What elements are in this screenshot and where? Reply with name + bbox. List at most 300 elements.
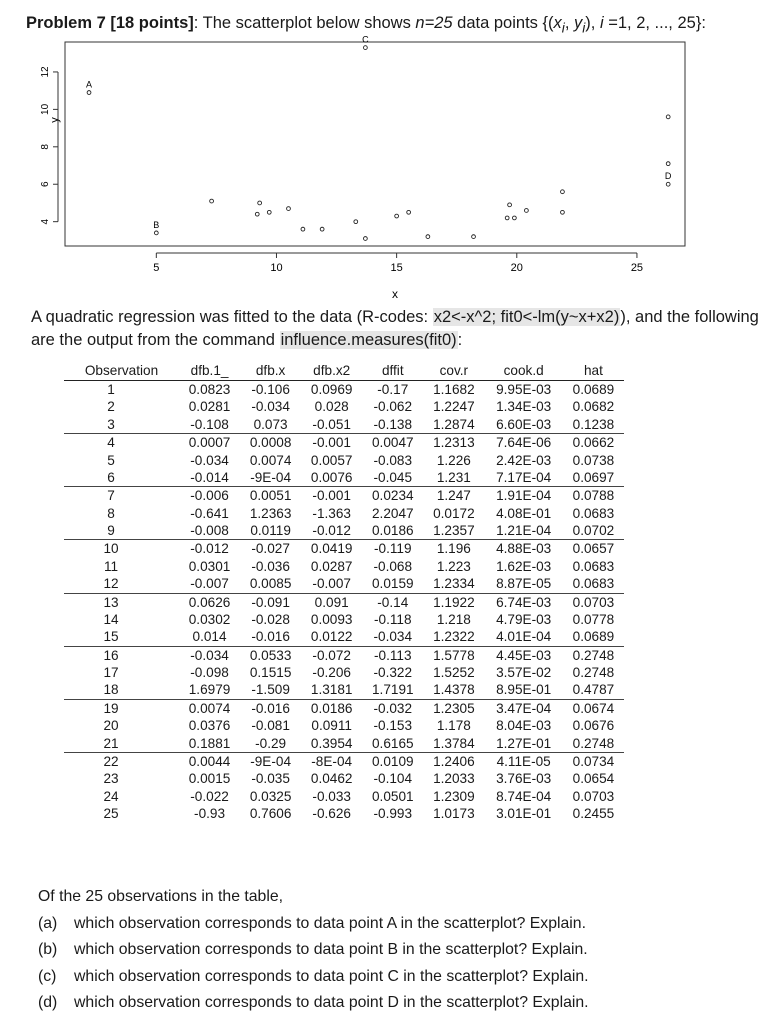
table-cell: -0.034 bbox=[190, 647, 229, 663]
observation-cell: 24 bbox=[103, 788, 119, 804]
table-row bbox=[64, 505, 624, 522]
table-cell: 8.74E-04 bbox=[496, 788, 552, 804]
data-point bbox=[287, 207, 291, 211]
observation-cell: 22 bbox=[103, 753, 119, 769]
question-label: (c) bbox=[38, 967, 57, 985]
table-cell: 0.0074 bbox=[188, 700, 231, 716]
table-cell: 1.2334 bbox=[423, 575, 484, 593]
r-code-1: x2<-x^2; fit0<-lm(y~x+x2) bbox=[433, 308, 620, 326]
table-cell: 0.2748 bbox=[563, 735, 624, 753]
table-cell: -0.118 bbox=[374, 611, 412, 627]
x-tick-label: 10 bbox=[270, 262, 283, 274]
table-cell: 0.0287 bbox=[310, 558, 353, 574]
comma: , bbox=[564, 14, 574, 32]
table-cell: -0.29 bbox=[240, 735, 301, 753]
table-cell: -8E-04 bbox=[311, 753, 353, 769]
column-header: cov.r bbox=[423, 361, 484, 381]
table-cell: 0.0683 bbox=[572, 558, 615, 574]
table-row bbox=[64, 646, 624, 664]
table-cell: -0.006 bbox=[190, 488, 229, 504]
table-cell: -0.641 bbox=[190, 505, 229, 521]
column-header: cook.d bbox=[484, 361, 563, 381]
observation-cell: 7 bbox=[107, 488, 115, 504]
table-cell: 1.4378 bbox=[423, 681, 484, 699]
point-label: B bbox=[153, 219, 160, 230]
table-cell: 1.226 bbox=[436, 452, 471, 468]
table-cell: 1.91E-04 bbox=[496, 488, 552, 504]
data-point bbox=[255, 212, 259, 216]
question-d bbox=[38, 990, 758, 1017]
problem-text-2: data points {( bbox=[452, 14, 554, 32]
table-cell: 1.2305 bbox=[433, 700, 475, 716]
problem-heading: Problem 7 [18 points] bbox=[26, 14, 194, 32]
table-cell: 0.0626 bbox=[188, 594, 231, 610]
table-cell: 4.01E-04 bbox=[484, 628, 563, 646]
table-cell: -0.034 bbox=[190, 452, 229, 468]
table-cell: 0.091 bbox=[314, 594, 349, 610]
table-cell: 1.223 bbox=[436, 558, 471, 574]
table-cell: 0.0689 bbox=[572, 382, 615, 397]
table-cell: 0.0778 bbox=[572, 611, 615, 627]
observation-cell: 8 bbox=[107, 505, 115, 521]
table-cell: 0.0683 bbox=[563, 575, 624, 593]
question-a bbox=[38, 911, 758, 938]
observation-cell: 6 bbox=[64, 469, 179, 487]
table-cell: 1.178 bbox=[436, 718, 471, 734]
y-axis bbox=[40, 66, 58, 225]
question-label: (a) bbox=[38, 914, 58, 932]
table-cell: 0.0738 bbox=[572, 452, 615, 468]
table-cell: 1.5778 bbox=[433, 647, 475, 663]
table-cell: 0.014 bbox=[179, 628, 240, 646]
column-header: Observation bbox=[64, 361, 179, 381]
observation-cell: 18 bbox=[64, 681, 179, 699]
table-cell: 1.2874 bbox=[423, 416, 484, 434]
table-row bbox=[64, 452, 624, 469]
table-cell: 0.0057 bbox=[310, 452, 353, 468]
question-text: which observation corresponds to data point D in the scatterplot? Explain. bbox=[74, 994, 589, 1011]
data-point bbox=[666, 115, 670, 119]
table-cell: -0.028 bbox=[251, 611, 290, 627]
x-tick-label: 5 bbox=[153, 262, 160, 274]
question-label: (d) bbox=[38, 994, 58, 1011]
column-header: dfb.1_ bbox=[179, 361, 240, 381]
table-cell: 3.47E-04 bbox=[496, 700, 552, 716]
point-label: A bbox=[86, 79, 93, 90]
observation-cell: 11 bbox=[103, 558, 119, 574]
y-tick-label: 4 bbox=[40, 218, 51, 225]
table-cell: -0.008 bbox=[179, 522, 240, 540]
questions bbox=[38, 884, 758, 1017]
table-cell: 0.0074 bbox=[249, 452, 292, 468]
table-cell: 0.0703 bbox=[572, 594, 615, 610]
table-cell: 0.0689 bbox=[563, 628, 624, 646]
table-cell: 0.0325 bbox=[249, 788, 292, 804]
table-cell: 0.0047 bbox=[371, 435, 414, 451]
table-cell: -0.068 bbox=[373, 558, 413, 574]
table-cell: -0.098 bbox=[190, 665, 229, 680]
table-header-row bbox=[64, 361, 624, 381]
table-cell: 0.0281 bbox=[188, 399, 231, 415]
table-cell: -0.072 bbox=[312, 647, 351, 663]
table-cell: 1.247 bbox=[436, 488, 471, 504]
data-point bbox=[363, 46, 367, 50]
table-cell: 0.0076 bbox=[301, 469, 362, 487]
data-point bbox=[258, 201, 262, 205]
table-cell: 1.2247 bbox=[433, 399, 475, 415]
data-point bbox=[524, 209, 528, 213]
question-text: which observation corresponds to data point B in the scatterplot? Explain. bbox=[74, 941, 588, 958]
data-point bbox=[561, 190, 565, 194]
table-cell: 0.2748 bbox=[572, 647, 615, 663]
table-cell: -0.108 bbox=[179, 416, 240, 434]
data-point bbox=[426, 235, 430, 239]
question-text: which observation corresponds to data point C in the scatterplot? Explain. bbox=[74, 967, 589, 985]
table-cell: 0.0697 bbox=[563, 469, 624, 487]
table-cell: 0.0683 bbox=[572, 505, 615, 521]
data-point bbox=[267, 210, 271, 214]
table-cell: 0.0969 bbox=[310, 382, 353, 397]
table-cell: 0.4787 bbox=[563, 681, 624, 699]
table-row bbox=[64, 487, 624, 505]
table-row bbox=[64, 752, 624, 770]
table-cell: 1.62E-03 bbox=[496, 558, 552, 574]
data-point bbox=[512, 216, 516, 220]
table-cell: 0.0186 bbox=[310, 700, 353, 716]
x-tick-label: 25 bbox=[630, 262, 644, 274]
i-var: i bbox=[599, 14, 604, 32]
table-cell: 0.6165 bbox=[362, 735, 423, 753]
table-row bbox=[64, 558, 624, 575]
table-cell: 0.0044 bbox=[188, 753, 231, 769]
table-cell: 0.3954 bbox=[301, 735, 362, 753]
table-cell: -0.051 bbox=[301, 416, 362, 434]
table-row bbox=[64, 540, 624, 558]
table-cell: 0.028 bbox=[314, 399, 349, 415]
r-code-2: influence.measures(fit0) bbox=[280, 331, 457, 349]
table-cell: -0.104 bbox=[373, 771, 413, 787]
data-point bbox=[320, 227, 324, 231]
table-cell: -0.119 bbox=[374, 541, 412, 557]
y-var: y bbox=[573, 14, 583, 32]
y-tick-label: 8 bbox=[40, 144, 51, 150]
table-cell: -9E-04 bbox=[240, 469, 301, 487]
question-b bbox=[38, 937, 758, 964]
intro-text-3: : bbox=[457, 331, 463, 349]
table-cell: -0.153 bbox=[373, 718, 413, 734]
table-cell: -0.93 bbox=[194, 806, 226, 821]
table-cell: 0.1881 bbox=[179, 735, 240, 753]
table-cell: 1.34E-03 bbox=[496, 399, 552, 415]
table-row bbox=[64, 735, 624, 753]
problem-text-1: : The scatterplot below shows bbox=[193, 14, 416, 32]
table-cell: 7.17E-04 bbox=[484, 469, 563, 487]
table-cell: -0.322 bbox=[373, 665, 413, 680]
table-cell: 0.1515 bbox=[249, 665, 292, 680]
table-cell: 0.0007 bbox=[188, 435, 231, 451]
table-cell: -0.007 bbox=[301, 575, 362, 593]
table-cell: -0.014 bbox=[179, 469, 240, 487]
table-cell: 1.218 bbox=[436, 611, 471, 627]
table-cell: 8.95E-01 bbox=[484, 681, 563, 699]
table-cell: 1.7191 bbox=[362, 681, 423, 699]
table-cell: 0.0703 bbox=[572, 788, 615, 804]
question-c bbox=[38, 964, 758, 991]
observation-cell: 19 bbox=[103, 700, 119, 716]
table-cell: 0.0015 bbox=[188, 771, 231, 787]
data-point bbox=[354, 220, 358, 224]
table-cell: -0.007 bbox=[179, 575, 240, 593]
observation-cell: 16 bbox=[103, 647, 119, 663]
table-cell: 0.0462 bbox=[310, 771, 353, 787]
table-row bbox=[64, 788, 624, 805]
data-points bbox=[86, 35, 672, 241]
table-cell: 8.04E-03 bbox=[496, 718, 552, 734]
table-cell: -0.016 bbox=[251, 700, 290, 716]
table-cell: 1.0173 bbox=[433, 806, 475, 821]
y-tick-label: 10 bbox=[40, 103, 51, 115]
table-cell: 0.0419 bbox=[310, 541, 353, 557]
table-cell: 1.2033 bbox=[433, 771, 475, 787]
observation-cell: 2 bbox=[107, 399, 115, 415]
table-cell: 0.0702 bbox=[563, 522, 624, 540]
table-row bbox=[64, 522, 624, 540]
table-cell: 0.0682 bbox=[572, 399, 615, 415]
table-cell: -0.033 bbox=[312, 788, 351, 804]
table-cell: 1.2357 bbox=[423, 522, 484, 540]
table-row bbox=[64, 416, 624, 434]
table-cell: -0.062 bbox=[373, 399, 413, 415]
table-cell: 9.95E-03 bbox=[496, 382, 552, 397]
table-cell: -0.083 bbox=[373, 452, 413, 468]
questions-intro: Of the 25 observations in the table, bbox=[38, 888, 284, 905]
table-cell: -0.206 bbox=[312, 665, 351, 680]
table-cell: -0.022 bbox=[190, 788, 229, 804]
observation-cell: 13 bbox=[103, 594, 119, 610]
data-point bbox=[154, 231, 158, 235]
scatterplot bbox=[40, 34, 690, 302]
point-label: D bbox=[664, 171, 672, 182]
table-cell: -0.14 bbox=[377, 594, 409, 610]
y-axis-label: y bbox=[49, 117, 61, 123]
table-cell: 0.0186 bbox=[362, 522, 423, 540]
table-cell: 0.0501 bbox=[371, 788, 414, 804]
table-cell: 1.1682 bbox=[433, 382, 475, 397]
table-cell: 1.2322 bbox=[423, 628, 484, 646]
table-cell: -0.113 bbox=[374, 647, 412, 663]
table-cell: 0.0911 bbox=[311, 718, 352, 734]
table-cell: -0.012 bbox=[301, 522, 362, 540]
table-cell: -1.363 bbox=[312, 505, 351, 521]
data-point bbox=[210, 199, 214, 203]
data-point bbox=[508, 203, 512, 207]
column-header: dfb.x2 bbox=[301, 361, 362, 381]
question-label: (b) bbox=[38, 941, 58, 958]
table-cell: 1.2363 bbox=[249, 505, 292, 521]
table-cell: 1.2309 bbox=[433, 788, 475, 804]
table-body bbox=[64, 381, 624, 823]
influence-table bbox=[64, 361, 624, 822]
data-point bbox=[301, 227, 305, 231]
table-cell: 1.3181 bbox=[301, 681, 362, 699]
table-cell: 4.79E-03 bbox=[496, 611, 552, 627]
table-cell: 0.0051 bbox=[249, 488, 292, 504]
table-cell: 3.01E-01 bbox=[496, 806, 552, 821]
intro-text-1: A quadratic regression was fitted to the data (R-codes: bbox=[31, 308, 433, 326]
x-var: x bbox=[553, 14, 562, 32]
observation-cell: 4 bbox=[107, 435, 115, 451]
table-cell: -0.081 bbox=[251, 718, 290, 734]
observation-cell: 1 bbox=[107, 382, 115, 397]
table-cell: 0.0376 bbox=[188, 718, 231, 734]
data-point bbox=[87, 91, 91, 95]
table-row bbox=[64, 770, 624, 787]
table-cell: 1.231 bbox=[423, 469, 484, 487]
table-cell: 1.2313 bbox=[433, 435, 475, 451]
column-header: dfb.x bbox=[240, 361, 301, 381]
table-cell: 3.57E-02 bbox=[496, 665, 552, 680]
observation-cell: 12 bbox=[64, 575, 179, 593]
table-cell: 1.21E-04 bbox=[484, 522, 563, 540]
problem-title bbox=[26, 12, 766, 39]
observation-cell: 3 bbox=[64, 416, 179, 434]
observation-cell: 15 bbox=[64, 628, 179, 646]
column-header: hat bbox=[563, 361, 624, 381]
table-row bbox=[64, 469, 624, 487]
table-cell: 7.64E-06 bbox=[496, 435, 552, 451]
data-point bbox=[666, 182, 670, 186]
observation-cell: 21 bbox=[64, 735, 179, 753]
table-row bbox=[64, 381, 624, 399]
x-subscript: i bbox=[561, 20, 565, 36]
table-cell: 0.0823 bbox=[188, 382, 231, 397]
table-cell: 0.7606 bbox=[249, 806, 292, 821]
table-cell: 1.6979 bbox=[179, 681, 240, 699]
observation-cell: 25 bbox=[103, 806, 119, 821]
table-cell: -0.17 bbox=[377, 382, 409, 397]
table-row bbox=[64, 664, 624, 681]
table-cell: 0.0654 bbox=[572, 771, 615, 787]
table-cell: 1.2406 bbox=[433, 753, 475, 769]
table-cell: -0.032 bbox=[373, 700, 413, 716]
x-axis bbox=[153, 253, 643, 274]
table-cell: 1.27E-01 bbox=[484, 735, 563, 753]
table-cell: 6.74E-03 bbox=[496, 594, 552, 610]
table-row bbox=[64, 575, 624, 593]
table-row bbox=[64, 434, 624, 452]
table-cell: 8.87E-05 bbox=[484, 575, 563, 593]
table-cell: 1.196 bbox=[436, 541, 471, 557]
table-cell: -0.091 bbox=[251, 594, 290, 610]
table-cell: -1.509 bbox=[240, 681, 301, 699]
problem-n: n=25 bbox=[415, 14, 453, 32]
x-tick-label: 15 bbox=[390, 262, 403, 274]
table-cell: -0.626 bbox=[312, 806, 351, 821]
table-row bbox=[64, 611, 624, 628]
table-cell: 0.0234 bbox=[371, 488, 414, 504]
table-cell: 1.3784 bbox=[423, 735, 484, 753]
table-cell: 0.0159 bbox=[362, 575, 423, 593]
table-cell: 0.2748 bbox=[572, 665, 615, 680]
observation-cell: 23 bbox=[103, 771, 119, 787]
table-cell: 0.0172 bbox=[433, 505, 475, 521]
table-cell: 1.5252 bbox=[433, 665, 475, 680]
observation-cell: 17 bbox=[103, 665, 119, 680]
x-tick-label: 20 bbox=[510, 262, 523, 274]
data-point bbox=[666, 162, 670, 166]
observation-cell: 20 bbox=[103, 718, 119, 734]
y-tick-label: 6 bbox=[40, 181, 51, 188]
data-point bbox=[472, 235, 476, 239]
table-cell: 2.42E-03 bbox=[496, 452, 552, 468]
table-cell: -0.016 bbox=[240, 628, 301, 646]
table-cell: 0.2455 bbox=[572, 806, 615, 821]
table-cell: 0.0302 bbox=[188, 611, 231, 627]
table-cell: 0.0657 bbox=[572, 541, 615, 557]
table-cell: -0.027 bbox=[251, 541, 290, 557]
table-row bbox=[64, 593, 624, 611]
table-cell: 0.0674 bbox=[572, 700, 615, 716]
y-tick-label: 12 bbox=[40, 66, 51, 78]
data-point bbox=[561, 210, 565, 214]
data-point bbox=[363, 237, 367, 241]
table-row bbox=[64, 398, 624, 415]
table-cell: -0.034 bbox=[362, 628, 423, 646]
table-cell: 3.76E-03 bbox=[496, 771, 552, 787]
table-cell: 0.0122 bbox=[301, 628, 362, 646]
table-cell: 0.0008 bbox=[249, 435, 292, 451]
observation-cell: 9 bbox=[64, 522, 179, 540]
table-cell: 0.0119 bbox=[240, 522, 301, 540]
table-cell: 4.88E-03 bbox=[496, 541, 552, 557]
table-cell: 0.0788 bbox=[572, 488, 615, 504]
data-point bbox=[407, 210, 411, 214]
table-cell: 2.2047 bbox=[371, 505, 414, 521]
table-row bbox=[64, 699, 624, 717]
table-row bbox=[64, 628, 624, 646]
table-cell: 0.0676 bbox=[572, 718, 615, 734]
table-row bbox=[64, 717, 624, 734]
table-cell: -0.034 bbox=[251, 399, 290, 415]
table-cell: 0.1238 bbox=[563, 416, 624, 434]
table-cell: 0.073 bbox=[240, 416, 301, 434]
table-cell: -0.012 bbox=[190, 541, 229, 557]
observation-cell: 5 bbox=[107, 452, 115, 468]
table-cell: 4.08E-01 bbox=[496, 505, 552, 521]
data-point bbox=[395, 214, 399, 218]
table-cell: 1.1922 bbox=[433, 594, 475, 610]
table-cell: -0.993 bbox=[373, 806, 413, 821]
table-cell: 0.0734 bbox=[572, 753, 615, 769]
table-cell: 0.0301 bbox=[188, 558, 231, 574]
column-header: dffit bbox=[362, 361, 423, 381]
table-cell: -0.106 bbox=[251, 382, 290, 397]
intro-text-2: ), and the following are the output from the command bbox=[31, 308, 759, 349]
table-cell: 0.0093 bbox=[310, 611, 353, 627]
table-cell: -0.045 bbox=[362, 469, 423, 487]
index-range: =1, 2, ..., 25}: bbox=[603, 14, 706, 32]
x-axis-label: x bbox=[392, 287, 398, 301]
intro-paragraph bbox=[31, 306, 761, 352]
table-cell: 0.0662 bbox=[572, 435, 615, 451]
table-cell: -9E-04 bbox=[250, 753, 292, 769]
table-cell: 4.45E-03 bbox=[496, 647, 552, 663]
plot-frame bbox=[65, 42, 685, 246]
table-cell: 0.0109 bbox=[371, 753, 414, 769]
observation-cell: 10 bbox=[103, 541, 119, 557]
question-text: which observation corresponds to data point A in the scatterplot? Explain. bbox=[74, 914, 586, 932]
table-row bbox=[64, 805, 624, 822]
